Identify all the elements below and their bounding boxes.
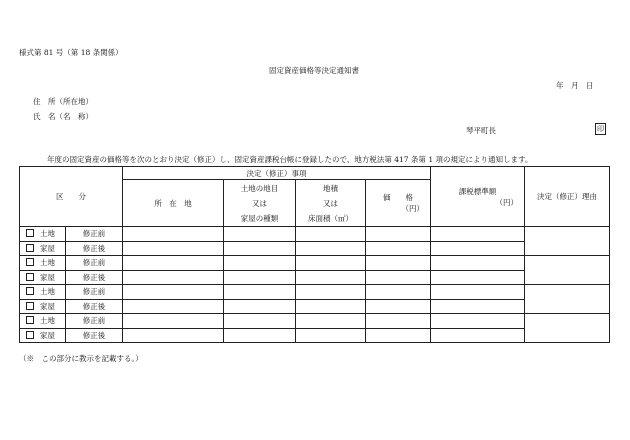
table-row — [20, 256, 610, 271]
checkbox-icon[interactable] — [26, 273, 34, 281]
address-label: 住 所（所在地） — [33, 97, 93, 106]
checkbox-icon[interactable] — [26, 229, 34, 237]
header-reason: 決定（修正）理由 — [525, 167, 610, 227]
kubun-cell: 家屋 — [20, 270, 66, 285]
table-row — [20, 328, 610, 343]
reason-cell — [525, 256, 610, 285]
header-land-category: 土地の地目 又は 家屋の種類 — [224, 180, 296, 227]
checkbox-icon[interactable] — [26, 302, 34, 310]
status-cell: 修正前 — [66, 256, 123, 271]
checkbox-icon[interactable] — [26, 331, 34, 339]
kubun-cell: 家屋 — [20, 241, 66, 256]
name-label: 氏 名（名 称） — [33, 112, 93, 121]
table-row — [20, 270, 610, 285]
status-cell: 修正後 — [66, 270, 123, 285]
issuer-name: 琴平町長 — [466, 126, 496, 135]
status-cell: 修正後 — [66, 328, 123, 343]
kubun-cell: 土地 — [20, 314, 66, 329]
header-decision-group: 決定（修正）事項 — [123, 167, 431, 180]
kubun-cell: 土地 — [20, 285, 66, 300]
kubun-cell: 土地 — [20, 227, 66, 242]
decision-table — [19, 166, 610, 343]
kubun-cell: 土地 — [20, 256, 66, 271]
reason-cell — [525, 285, 610, 314]
notice-body-text: 年度の固定資産の価格等を次のとおり決定（修正）し、固定資産課税台帳に登録したので、地方税法第 417 条第 1 項の規定により通知します。 — [47, 155, 533, 164]
reason-cell — [525, 314, 610, 343]
header-taxbase: 課税標準額 （円） — [431, 167, 525, 227]
table-row — [20, 241, 610, 256]
form-number: 様式第 81 号（第 18 条関係） — [19, 48, 123, 57]
header-kubun: 区 分 — [20, 167, 123, 227]
table-row — [20, 285, 610, 300]
kubun-cell: 家屋 — [20, 299, 66, 314]
status-cell: 修正前 — [66, 285, 123, 300]
issue-date: 年 月 日 — [556, 81, 594, 90]
instruction-note: （※ この部分に教示を記載する。） — [19, 354, 143, 363]
status-cell: 修正前 — [66, 314, 123, 329]
header-price: 価 格 （円） — [366, 180, 431, 227]
header-area: 地積 又は 床面積（㎡） — [296, 180, 366, 227]
document-title: 固定資産価格等決定通知書 — [269, 66, 359, 75]
kubun-cell: 家屋 — [20, 328, 66, 343]
reason-cell — [525, 227, 610, 256]
checkbox-icon[interactable] — [26, 244, 34, 252]
table-row — [20, 299, 610, 314]
status-cell: 修正後 — [66, 299, 123, 314]
header-location: 所 在 地 — [123, 180, 224, 227]
checkbox-icon[interactable] — [26, 316, 34, 324]
table-row — [20, 227, 610, 242]
checkbox-icon[interactable] — [26, 287, 34, 295]
status-cell: 修正後 — [66, 241, 123, 256]
status-cell: 修正前 — [66, 227, 123, 242]
checkbox-icon[interactable] — [26, 258, 34, 266]
table-row — [20, 314, 610, 329]
seal-mark: 印 — [597, 125, 604, 133]
